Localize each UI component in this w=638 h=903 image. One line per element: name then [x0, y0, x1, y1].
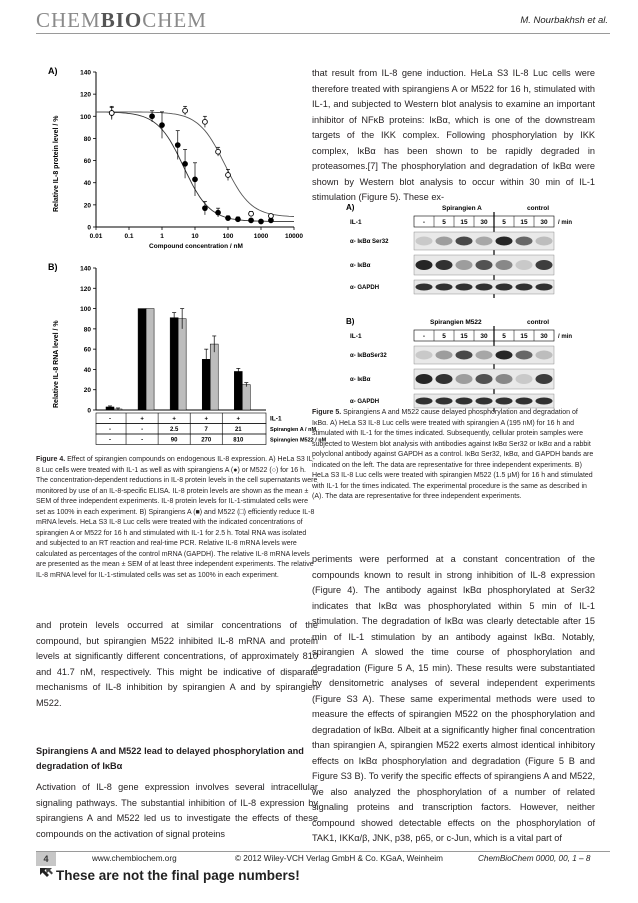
band-label: α- IκBα [350, 263, 371, 269]
table-row-label: Spirangien A / nM [270, 427, 317, 434]
unit-label: / min [558, 334, 573, 340]
y-tick-label-b: 140 [80, 265, 91, 273]
time-cell: 30 [540, 219, 548, 226]
x-tick-label: 1 [160, 233, 164, 240]
blot-band [496, 260, 513, 270]
bar-spirangien-a [234, 371, 242, 410]
point-spirangien-a [216, 210, 221, 215]
table-row-label: Spirangien M522 / nM [270, 437, 327, 444]
blot-band [496, 374, 513, 384]
final-page-note: These are not the final page numbers! [56, 868, 300, 883]
fig5-caption-title: Figure 5. [312, 409, 342, 416]
running-authors: M. Nourbakhsh et al. [520, 15, 608, 26]
blot-band [416, 284, 433, 291]
blot-band [456, 351, 473, 360]
time-cell: 30 [480, 219, 488, 226]
il1-label: IL-1 [350, 219, 362, 226]
y-ticks-a [80, 70, 96, 232]
blot-band [436, 398, 453, 405]
y-tick-label-b: 100 [80, 306, 91, 314]
time-cell: 15 [460, 219, 468, 226]
y-tick-label-b: 40 [83, 366, 91, 374]
bar-spirangien-m522 [242, 385, 250, 410]
band-label: α- IκBα [350, 377, 371, 383]
y-tick-label: 20 [83, 202, 91, 210]
table-cell: - [141, 427, 144, 434]
fig4-caption-text: Effect of spirangien compounds on endogenous IL-8 expression. A) HeLa S3 IL-8 Luc cells were treated with IL-1 as well as with spirangiens A (●) or M522 (○) for 16 h. The concentration-dependent reductions in IL-8 protein levels in the cell supernatants were monitored by use of an IL-8-specific ELISA. IL-8 protein levels are shown as the mean ± SEM of three independent experiments. IL-8 protein levels for IL-1-stimulated cells were set as 100% in each experiment. B) Spirangiens A (■) and M522 (□) efficiently reduce IL-8 mRNA levels. HeLa S3 IL-8 Luc cells were treated with the indicated concentrations of spirangien A or M522 for 16 h and stimulated with IL-1 for 2.5 h. Total RNA was isolated and subjected to an RT reaction and real-time PCR. Relative IL-8 mRNA levels were calculated as percentages of the control mRNA (GAPDH). The relative IL-8 mRNA levels are presented as the mean ± SEM of at least three independent experiments. The relative IL-8 mRNA level for IL-1-stimulated cells was set as 100% in each experiment. [36, 456, 318, 579]
blot-band [476, 374, 493, 384]
blot-band [436, 237, 453, 246]
blot-band [456, 398, 473, 405]
point-spirangien-a [150, 114, 155, 119]
x-tick-label: 1000 [253, 233, 269, 240]
bars-b [106, 309, 250, 410]
y-axis-label: Relative IL-8 protein level / % [53, 115, 60, 212]
table-cell: - [109, 416, 111, 423]
table-cell: 90 [170, 437, 178, 444]
body-text-right-top: that result from IL-8 gene induction. HeLa S3 IL-8 Luc cells were therefore treated with spirangiens A or M522 for 16 h, stimulated with IL-1, and subjected to Western blot analysis to examine an important inhibitor of NFκB proteins: IκBα, which is one of the downstream targets of the IKK complex. Following phosphorylation by IKK complex, IκBα has been shown to be rapidly degraded in proteasomes.[7] The phosphorylation and degradation of IκBα were shown by Western blot analysis to occur within 30 min of IL-1 stimulation (Figure 5). These ex- [312, 68, 595, 202]
blot-band [436, 284, 453, 291]
time-cell: 30 [540, 333, 548, 340]
x-tick-label: 0.1 [124, 233, 134, 240]
point-spirangien-a [160, 123, 165, 128]
blot-band [416, 374, 433, 384]
point-spirangien-m522 [203, 119, 208, 124]
table-cell: + [236, 416, 241, 423]
x-ticks-a [90, 227, 304, 240]
journal-name: CHEMBIOCHEM [36, 8, 207, 32]
x-tick-label: 0.01 [89, 233, 103, 240]
point-spirangien-a [249, 218, 254, 223]
table-cell: 810 [233, 437, 244, 444]
y-tick-label: 80 [83, 135, 91, 143]
x-tick-label: 10 [191, 233, 199, 240]
blot-band [476, 284, 493, 291]
x-tick-label: 10000 [284, 233, 304, 240]
time-cell: - [422, 219, 426, 226]
point-spirangien-a [259, 219, 264, 224]
page-number: 4 [36, 852, 56, 866]
point-spirangien-a [175, 143, 180, 148]
blot-band [476, 260, 493, 270]
blot-band [536, 351, 553, 360]
table-cell: 7 [204, 427, 208, 434]
y-tick-label-b: 80 [83, 326, 91, 334]
figure-4b-chart [46, 258, 336, 443]
section-heading: Spirangiens A and M522 lead to delayed phosphorylation and degradation of IκBα [36, 746, 304, 771]
panel-b-label: B) [48, 262, 58, 272]
time-cell: 5 [502, 219, 506, 226]
blot-band [516, 398, 533, 405]
figure-5-caption [312, 408, 595, 503]
blot-band [496, 398, 513, 405]
blot-band [416, 260, 433, 270]
unit-label: / min [558, 220, 573, 226]
blot-band [516, 260, 533, 270]
point-spirangien-a [183, 161, 188, 166]
blot-band [516, 284, 533, 291]
fig5-group-b: Spirangien M522 [430, 319, 482, 326]
blot-band [536, 284, 553, 291]
bar-spirangien-a [138, 309, 146, 410]
bar-spirangien-a [170, 318, 178, 410]
point-spirangien-m522 [249, 211, 254, 216]
blot-band [456, 284, 473, 291]
table-cell: - [109, 427, 111, 434]
x-axis-label: Compound concentration / nM [149, 243, 243, 250]
table-row [96, 413, 266, 424]
band-label: α- IκBα Ser32 [350, 239, 389, 245]
time-cell: 5 [442, 219, 446, 226]
blot-band [516, 237, 533, 246]
copyright: © 2012 Wiley-VCH Verlag GmbH & Co. KGaA, Weinheim [235, 854, 443, 863]
table-cell: - [141, 437, 144, 444]
y-tick-label-b: 20 [83, 387, 91, 395]
axes-a [96, 72, 294, 227]
y-tick-label: 60 [83, 158, 91, 166]
time-cell: - [422, 333, 426, 340]
blot-band [436, 260, 453, 270]
table-cell: 2.5 [169, 427, 179, 434]
fig4-caption-title: Figure 4. [36, 456, 66, 463]
blot-band [416, 351, 433, 360]
condition-table [96, 413, 327, 445]
fig5-control-b: control [527, 319, 550, 326]
time-cell: 15 [460, 333, 468, 340]
blot-band [496, 237, 513, 246]
blot-band [436, 351, 453, 360]
blot-band [456, 260, 473, 270]
blot-band [516, 374, 533, 384]
point-spirangien-m522 [269, 214, 274, 219]
band-label: α- GAPDH [350, 399, 380, 405]
citation: ChemBioChem 0000, 00, 1 – 8 [478, 854, 591, 863]
y-tick-label: 40 [83, 180, 91, 188]
blot-band [516, 351, 533, 360]
time-cell: 5 [502, 333, 506, 340]
fig5-control-a: control [527, 205, 550, 212]
fig5-panel-a [350, 212, 572, 298]
blot-band [416, 237, 433, 246]
fig5-panel-b-label: B) [346, 317, 355, 326]
figure-4a-chart [46, 62, 316, 257]
blot-band [476, 398, 493, 405]
time-cell: 15 [520, 219, 528, 226]
table-row-label: IL-1 [270, 415, 282, 423]
y-tick-label: 0 [87, 224, 91, 232]
figure-5-western-blot [342, 196, 582, 405]
time-cell: 30 [480, 333, 488, 340]
y-tick-label-b: 0 [87, 407, 91, 415]
point-spirangien-m522 [183, 108, 188, 113]
blot-band [476, 237, 493, 246]
il1-label: IL-1 [350, 333, 362, 340]
point-spirangien-m522 [216, 149, 221, 154]
header-rule [36, 33, 610, 34]
point-spirangien-a [236, 217, 241, 222]
body-text-left-bottom-2: Activation of IL-8 gene expression involves several intracellular signaling pathways. The substantial inhibition of IL-8 expression by spirangiens A and M522 led us to investigate the effects of these compounds on the activation of signal proteins [36, 782, 318, 839]
blot-band [496, 351, 513, 360]
table-cell: + [172, 416, 176, 423]
table-cell: 21 [234, 427, 242, 434]
y-tick-label-b: 120 [80, 285, 91, 293]
footer-rule [36, 851, 610, 852]
blot-band [456, 237, 473, 246]
panel-a-label: A) [48, 66, 58, 76]
y-tick-label-b: 60 [83, 346, 91, 354]
band-label: α- IκBαSer32 [350, 353, 387, 359]
point-spirangien-m522 [109, 111, 114, 116]
time-cell: 15 [520, 333, 528, 340]
table-cell: + [204, 416, 208, 423]
bar-spirangien-m522 [178, 319, 186, 410]
blot-band [536, 398, 553, 405]
y-tick-label: 100 [80, 113, 91, 121]
arrow-icon [38, 866, 54, 882]
y-tick-label: 140 [80, 69, 91, 77]
fig5-group-a: Spirangien A [442, 205, 482, 212]
x-tick-label: 100 [222, 233, 234, 240]
y-tick-label: 120 [80, 91, 91, 99]
y-axis-label-b: Relative IL-8 RNA level / % [53, 320, 60, 408]
series-a [96, 106, 294, 224]
body-text-right-bottom: periments were performed at a constant concentration of the compounds known to result in strong inhibition of IL-8 expression (Figure 4). The antibody against IκBα phosphorylated at Ser32 indicates that IκBα was phosphorylated within 5 min of IL-1 stimulation. The degradation of IκBα was clearly detectable after 15 min of IL-1 stimulation by an antibody against IκBα. Notably, spirangien A slowed the time course of phosphorylation and degradation (Figure 5 A, 15 min). These results were substantiated by densitometric analyses of several independent experiments (Figure S3 A). These same experimental methods were used to measure the effects of spirangien M522 on the phosphorylation and degradation of IκBα. Albeit at a significantly higher final concentration than spirangien A, spirangien M522 exerts almost identical inhibitory effects on IκBα phosphorylation and degradation (Figure 5 B and Figure S3 B). To verify the specific effects of spirangiens A and M522, we also analyzed the phosphorylation of a number of related signaling proteins and transcription factors. However, neither compound showed detectable effects on the phosphorylation of TAK1, IKKα/β, JNK, p38, p65, or c-Jun, which is a vital part of [312, 554, 595, 843]
blot-band [496, 284, 513, 291]
blot-band [536, 237, 553, 246]
body-text-left-bottom: and protein levels occurred at similar concentrations of the compound, but spirangien M522 inhibited IL-8 mRNA and protein levels at significantly different concentrations, of approximately 810 and 41.7 nM, respectively. This might be indicative of disparate mechanisms of IL-8 inhibition by spirangien A and by spirangien M522. [36, 620, 318, 708]
blot-band [536, 374, 553, 384]
table-cell: 270 [201, 437, 212, 444]
blot-band [536, 260, 553, 270]
point-spirangien-a [193, 177, 198, 182]
point-spirangien-m522 [226, 173, 231, 178]
blot-band [416, 398, 433, 405]
bar-spirangien-m522 [210, 344, 218, 410]
blot-band [476, 351, 493, 360]
table-cell: - [109, 437, 111, 444]
figure-4-caption [36, 455, 318, 581]
table-cell: + [140, 416, 144, 423]
y-ticks-b [80, 266, 96, 415]
fig5-caption-text: Spirangiens A and M522 cause delayed phosphorylation and degradation of IκBα. A) HeLa S3 IL-8 Luc cells were treated with spirangien A (195 nM) for 16 h and stimulated with IL-1 for the times indicated. Subsequently, cellular protein samples were subjected to Western blot analysis with antibodies against IκBα Ser32 or IκBα and a rabbit polyclonal antibody against GAPDH as a control. IκBα Ser32, IκBα, and GAPDH bands are indicated on the left. The data are representative for three independent experiments. B) HeLa S3 IL-8 Luc cells were treated with spirangien M522 (1.5 μM) for 16 h and stimulated with IL-1 for the times indicated. The experimental procedure is the same as described in (A). The data are representative for three independent experiments. [312, 409, 594, 500]
blot-band [456, 374, 473, 384]
fig5-panel-a-label: A) [346, 203, 355, 212]
journal-url[interactable]: www.chembiochem.org [92, 854, 177, 863]
fig5-panel-b [350, 326, 572, 412]
time-cell: 5 [442, 333, 446, 340]
bar-spirangien-m522 [146, 309, 154, 410]
band-label: α- GAPDH [350, 285, 380, 291]
point-spirangien-a [226, 216, 231, 221]
point-spirangien-a [203, 206, 208, 211]
blot-band [436, 374, 453, 384]
